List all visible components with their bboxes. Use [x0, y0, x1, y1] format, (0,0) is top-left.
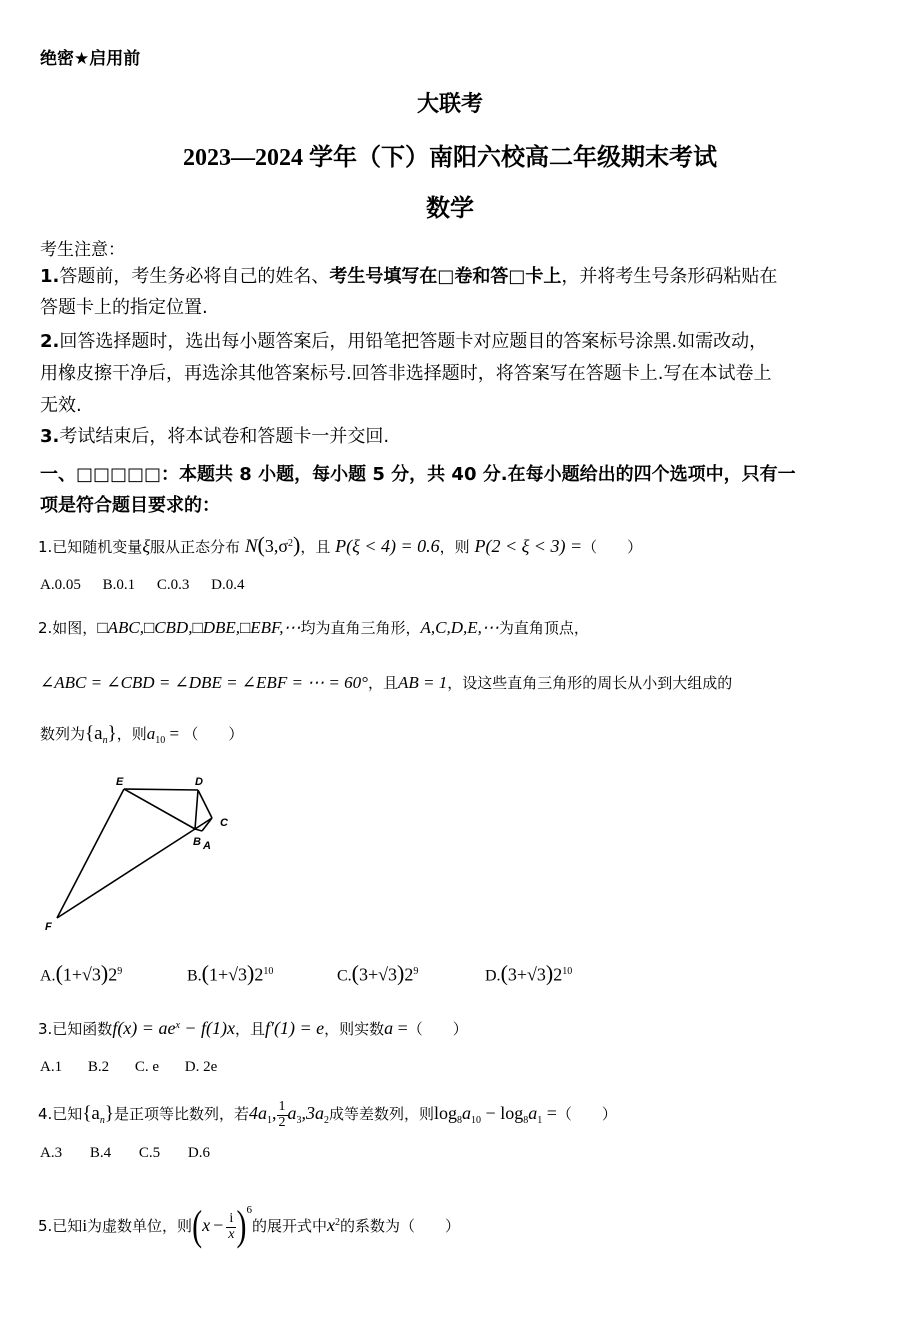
notice-item-2-number: 2.: [40, 331, 60, 352]
q2-text-b: 均为直角三角形，: [300, 619, 421, 637]
q3-option-d: D. 2e: [184, 1059, 218, 1075]
label-B: B: [193, 836, 201, 848]
q5-frac-num: i: [226, 1212, 236, 1228]
q4-log-2-base: 8: [523, 1115, 529, 1126]
q5-text-a: 5.已知: [38, 1217, 83, 1235]
q4-log-2-arg: a: [528, 1103, 538, 1123]
notice-item-2: [40, 333, 767, 351]
q4-text-b: 是正项等比数列，若: [114, 1105, 250, 1123]
notice-item-1: [40, 268, 777, 286]
q4-half-fraction: [277, 1100, 288, 1130]
notice-item-1-text-a: 答题前，考生务必将自己的姓名、: [59, 266, 330, 287]
q2-eq: =: [165, 724, 184, 743]
q2-a10-sub: 10: [155, 735, 166, 746]
q1-option-d: D.0.4: [211, 577, 245, 593]
q3-text-b: ，且: [235, 1020, 266, 1038]
notice-item-1-number: 1.: [40, 266, 60, 287]
q4-minus: −: [481, 1103, 501, 1123]
q4-log-1-base: 8: [457, 1115, 463, 1126]
q4-half-num: 1: [278, 1098, 286, 1114]
q1-args: 3,σ: [264, 536, 289, 556]
q4-comma: ,: [272, 1103, 277, 1123]
q4-option-d: D.6: [187, 1145, 210, 1161]
q3-func-exp: x: [175, 1020, 180, 1031]
q3-deriv: f′(1) = e: [265, 1018, 325, 1038]
exam-title: 2023—2024 学年（下）南阳六校高二年级期末考试: [183, 145, 717, 171]
q1-prob-2: P(2 < ξ < 3) =: [474, 536, 583, 556]
q1-sq: 2: [288, 538, 294, 549]
q1-options: [40, 577, 262, 594]
notice-item-2-text: 回答选择题时，选出每小题答案后，用铅笔把答题卡对应题目的答案标号涂黑.如需改动，: [59, 331, 768, 352]
label-A: A: [203, 840, 211, 852]
q1-xi: ξ: [142, 536, 151, 556]
q5-minus: −: [213, 1215, 224, 1235]
q5-x2: x: [326, 1215, 335, 1235]
question-3: [38, 1013, 468, 1042]
q5-x: x: [202, 1215, 211, 1235]
question-2-line-3: [40, 722, 243, 753]
q2-a10: a: [146, 724, 156, 743]
edge-BE: [124, 789, 195, 829]
q3-a: a: [384, 1018, 394, 1038]
notice-item-3-text: 考试结束后，将本试卷和答题卡一并交回.: [59, 426, 390, 447]
q2-seq-open: {a: [85, 723, 103, 744]
q2-text-g: ，则: [116, 725, 147, 743]
q1-text-a: 1.已知随机变量: [38, 538, 143, 556]
q2-text-f: 数列为: [40, 725, 86, 743]
q2-option-c: $C.(3+√3)2^9$: [337, 960, 419, 986]
notice-heading: 考生注意：: [40, 240, 125, 260]
q2-points: A,C,D,E,⋯: [420, 618, 499, 637]
q4-log-1-sub: 10: [471, 1115, 482, 1126]
q4-term-2: a: [287, 1103, 297, 1123]
q5-text-b: 为虚数单位，则: [87, 1217, 193, 1235]
edge-FB: [57, 829, 195, 918]
q1-option-c: C.0.3: [156, 577, 190, 593]
notice-item-2-line-3: 无效.: [40, 395, 82, 416]
q1-text-c: ，且: [300, 538, 331, 556]
section-1-heading: 一、□□□□□：本题共 8 小题，每小题 5 分，共 40 分.在每小题给出的四个选项中，只有一: [40, 464, 796, 485]
q2-text-a: 2.如图，: [38, 619, 98, 637]
q4-log-2: log: [500, 1103, 524, 1123]
q4-seq-open: {a: [82, 1103, 100, 1124]
q2-text-c: 为直角顶点，: [498, 619, 589, 637]
label-C: C: [220, 817, 228, 829]
q4-options: [40, 1145, 228, 1162]
q4-term-2-sub: 3: [296, 1115, 302, 1126]
label-D: D: [195, 776, 203, 788]
question-2-line-1: [38, 616, 589, 640]
q5-i: i: [82, 1216, 88, 1235]
q4-eq: =: [542, 1103, 557, 1123]
edge-ED: [124, 789, 198, 790]
q2-option-a: $A.(1+√3)2^9$: [40, 960, 123, 986]
q4-blank: （ ）: [556, 1105, 617, 1123]
edge-DC: [198, 790, 212, 818]
q4-term-3: ,3a: [301, 1103, 325, 1123]
q2-text-e: ，设这些直角三角形的周长从小到大组成的: [447, 674, 733, 692]
q4-option-a: A.3: [40, 1145, 63, 1161]
question-1: [38, 530, 642, 561]
q2-angles: ∠ABC = ∠CBD = ∠DBE = ∠EBF = ⋯ = 60°: [40, 673, 368, 692]
notice-item-3-number: 3.: [40, 426, 60, 447]
q5-text-c: 的展开式中: [251, 1217, 327, 1235]
q1-text-d: ，则: [439, 538, 470, 556]
brand-title: 大联考: [416, 92, 483, 117]
question-5: [38, 1186, 460, 1250]
q4-seq-close: }: [104, 1103, 114, 1124]
q4-half-den: 2: [278, 1114, 286, 1130]
q5-exp: 6: [246, 1204, 252, 1216]
notice-item-1-text-c: ，并将考生号条形码粘贴在: [561, 266, 778, 287]
q3-option-a: A.1: [40, 1059, 63, 1075]
q3-blank: （ ）: [407, 1020, 468, 1038]
q4-text-a: 4.已知: [38, 1105, 83, 1123]
edge-CA: [202, 818, 212, 831]
q5-fraction: [226, 1212, 236, 1242]
q3-text-c: ，则实数: [324, 1020, 385, 1038]
notice-item-1-line-2: 答题卡上的指定位置.: [40, 297, 208, 318]
q1-option-b: B.0.1: [102, 577, 136, 593]
edge-EF: [57, 789, 124, 918]
edge-AB: [195, 829, 202, 831]
confidential-label: 绝密★启用前: [40, 49, 141, 69]
q4-term-3-sub: 2: [324, 1115, 330, 1126]
q3-func-b: − f(1)x: [179, 1018, 236, 1038]
q5-text-d: 的系数为: [339, 1217, 400, 1235]
q3-func: f(x) = ae: [112, 1018, 176, 1038]
q1-option-a: A.0.05: [40, 577, 81, 593]
q3-text-a: 3.已知函数: [38, 1020, 113, 1038]
q3-options: [40, 1059, 235, 1076]
q1-prob-1: P(ξ < 4) = 0.6: [335, 536, 440, 556]
q5-frac-den: x: [228, 1226, 235, 1242]
q5-lparen: (: [192, 1203, 203, 1250]
q1-blank: （ ）: [582, 538, 643, 556]
q1-lparen: (: [257, 532, 265, 557]
label-F: F: [45, 921, 52, 933]
section-1-heading-line-2: 项是符合题目要求的：: [40, 495, 220, 516]
q2-triangles: □ABC,□CBD,□DBE,□EBF,⋯: [97, 618, 301, 637]
question-4: [38, 1093, 617, 1141]
q4-seq-n: n: [99, 1115, 105, 1126]
q5-rparen: ): [236, 1203, 247, 1250]
q4-term-1-sub: 1: [267, 1115, 273, 1126]
q2-option-b: $B.(1+√3)2^{10}$: [187, 960, 274, 986]
q2-seq-close: }: [107, 723, 117, 744]
q1-text-b: 服从正态分布: [150, 538, 241, 556]
edge-BD: [195, 790, 198, 829]
q3-option-b: B.2: [87, 1059, 110, 1075]
q1-N: N: [244, 536, 258, 557]
notice-item-2-line-2: 用橡皮擦干净后，再选涂其他答案标号.回答非选择题时，将答案写在答题卡上.写在本试卷上: [40, 363, 772, 384]
q4-log-2-sub: 1: [537, 1115, 543, 1126]
notice-item-1-text-b: 考生号填写在□卷和答□卡上: [329, 266, 562, 287]
q4-log-1: log: [434, 1103, 458, 1123]
q4-term-1: 4a: [249, 1103, 268, 1123]
q2-text-d: ，且: [367, 674, 398, 692]
edge-BC: [195, 818, 212, 829]
q3-eq: =: [393, 1018, 408, 1038]
question-2-line-2: [40, 671, 732, 695]
q1-rparen: ): [293, 532, 301, 557]
q2-option-d: $D.(3+√3)2^{10}$: [485, 960, 573, 986]
q4-log-1-arg: a: [462, 1103, 472, 1123]
q2-options: [40, 958, 572, 990]
q5-blank: （ ）: [399, 1217, 460, 1235]
q2-triangle-figure: [40, 770, 240, 935]
subject-title: 数学: [426, 194, 474, 222]
q3-option-c: C. e: [134, 1059, 160, 1075]
q4-option-b: B.4: [89, 1145, 112, 1161]
q5-x2-sup: 2: [334, 1217, 340, 1228]
q2-seq-n: n: [102, 735, 108, 746]
q4-text-c: 成等差数列，则: [329, 1105, 435, 1123]
label-E: E: [116, 776, 124, 788]
q4-option-c: C.5: [138, 1145, 161, 1161]
q2-blank: （ ）: [183, 725, 244, 743]
notice-item-3: [40, 428, 389, 446]
q2-ab: AB = 1: [397, 673, 448, 692]
